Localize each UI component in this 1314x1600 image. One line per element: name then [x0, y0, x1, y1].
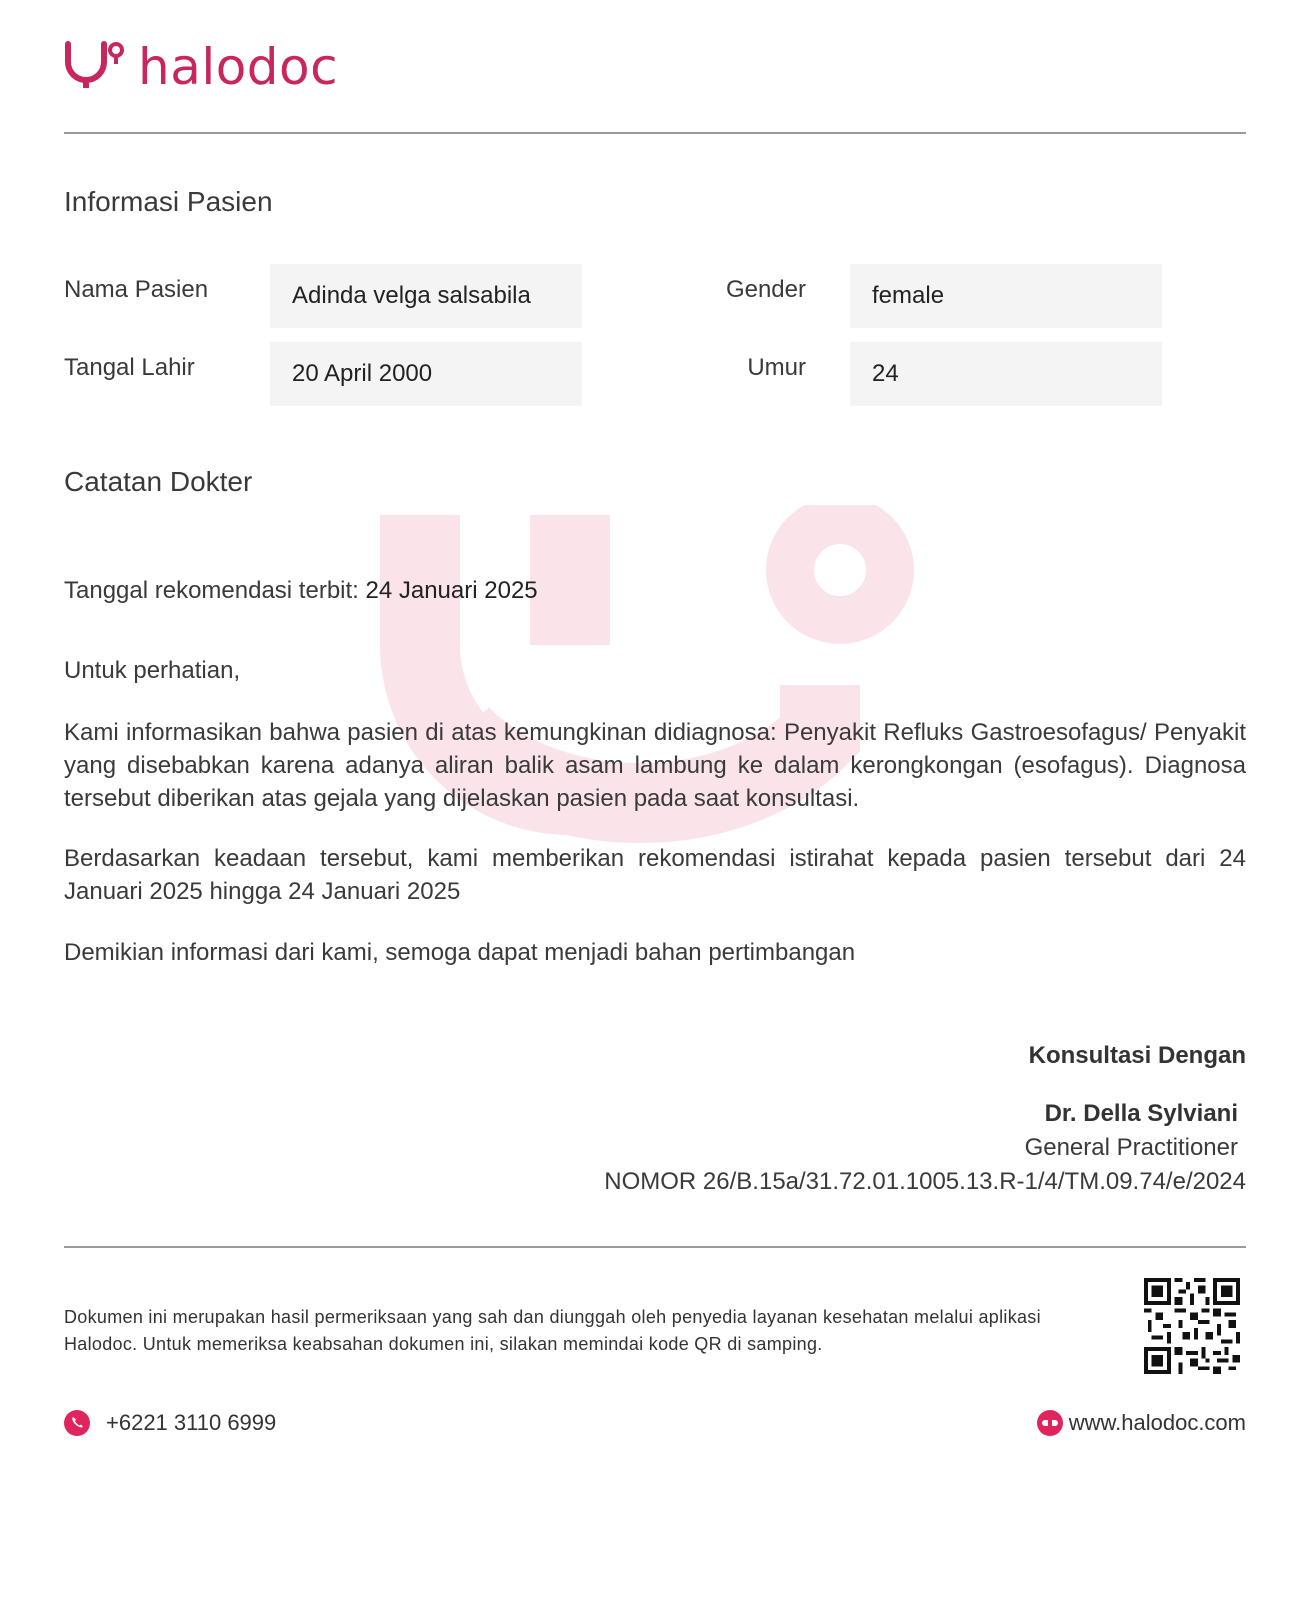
issue-date-value: 24 Januari 2025	[365, 577, 538, 604]
diagnosis-paragraph: Kami informasikan bahwa pasien di atas kemungkinan didiagnosa: Penyakit Refluks Gastroesofagus/ Penyakit yang disebabkan karena adanya aliran balik asam lambung ke dalam kerongkongan (esofagus). Diagnosa tersebut diberikan atas gejala yang dijelaskan pasien pada saat konsultasi.	[64, 719, 1246, 812]
doctor-notes-title: Catatan Dokter	[64, 466, 253, 497]
dob-value: 20 April 2000	[270, 342, 582, 406]
gender-label: Gender	[725, 276, 806, 303]
doctor-specialty: General Practitioner	[1024, 1134, 1238, 1161]
globe-icon	[1037, 1410, 1063, 1436]
doctor-name: Dr. Della Sylviani	[1044, 1100, 1238, 1127]
website-url[interactable]: www.halodoc.com	[1068, 1410, 1246, 1435]
validity-note: Dokumen ini merupakan hasil permeriksaan yang sah dan diunggah oleh penyedia layanan kesehatan melalui aplikasi Halodoc. Untuk memeriksa keabsahan dokumen ini, silakan memindai kode QR di samping.	[64, 1307, 1041, 1354]
greeting: Untuk perhatian,	[64, 657, 241, 684]
qr-code-icon[interactable]	[1144, 1278, 1240, 1374]
patient-info-title: Informasi Pasien	[64, 186, 273, 217]
phone-icon	[64, 1410, 90, 1436]
phone-number[interactable]: +6221 3110 6999	[106, 1410, 277, 1435]
recommendation-paragraph: Berdasarkan keadaan tersebut, kami memberikan rekomendasi istirahat kepada pasien tersebut dari 24 Januari 2025 hingga 24 Januari 2025	[64, 845, 1246, 905]
age-value: 24	[850, 342, 1162, 406]
consult-label: Konsultasi Dengan	[1028, 1042, 1246, 1069]
brand-name: halodoc	[138, 38, 339, 96]
phone-contact[interactable]	[64, 1410, 276, 1436]
halodoc-logo	[64, 40, 338, 94]
issue-date-line	[64, 574, 1246, 607]
gender-value: female	[850, 264, 1162, 328]
doctor-license-number: NOMOR 26/B.15a/31.72.01.1005.13.R-1/4/TM.09.74/e/2024	[604, 1168, 1246, 1195]
website-contact[interactable]	[1037, 1410, 1246, 1436]
issue-date-label: Tanggal rekomendasi terbit:	[64, 577, 366, 604]
patient-name-value: Adinda velga salsabila	[270, 264, 582, 328]
closing-line: Demikian informasi dari kami, semoga dapat menjadi bahan pertimbangan	[64, 939, 856, 966]
header-divider	[64, 132, 1246, 134]
age-label: Umur	[747, 354, 806, 381]
patient-name-label: Nama Pasien	[64, 276, 209, 303]
stethoscope-icon	[64, 40, 126, 94]
footer-divider	[64, 1246, 1246, 1248]
dob-label: Tangal Lahir	[64, 354, 195, 381]
